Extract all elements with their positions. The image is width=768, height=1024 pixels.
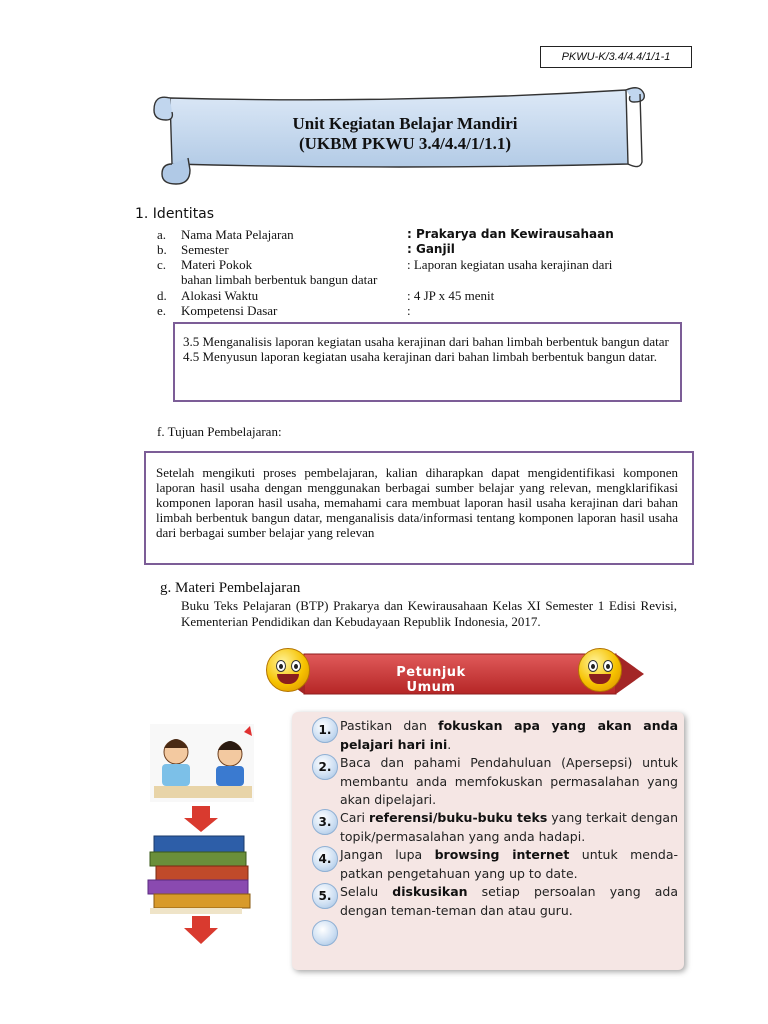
row-value: : <box>407 303 411 318</box>
petunjuk-item-2 <box>340 754 678 810</box>
row-value: : Laporan kegiatan usaha kerajinan dari <box>407 257 613 272</box>
row-key: c. <box>157 257 167 272</box>
row-label: Semester <box>181 242 229 257</box>
row-key: e. <box>157 303 167 318</box>
title-block <box>190 114 620 154</box>
list-bullet-empty <box>312 920 338 946</box>
item-text-post: . <box>447 736 452 752</box>
item-text-pre: Cari <box>340 810 369 825</box>
title-line-2: (UKBM PKWU 3.4/4.4/1/1.1) <box>298 134 511 153</box>
row-label: Kompetensi Dasar <box>181 303 278 318</box>
row-value-continued: bahan limbah berbentuk bangun datar <box>181 272 378 287</box>
petunjuk-title: Petunjuk Umum <box>396 665 466 695</box>
item-text-post: yang terkait dengan topik/permasalahan yang anda hadapi. <box>340 810 679 844</box>
row-value: : 4 JP x 45 menit <box>407 288 495 303</box>
smiley-right-icon <box>578 648 622 692</box>
row-key: d. <box>157 288 167 303</box>
item-text-post: untuk menda-patkan pengetahuan yang up to date. <box>340 847 678 881</box>
tujuan-box <box>144 451 694 565</box>
materi-text: Buku Teks Pelajaran (BTP) Prakarya dan Kewirausahaan Kelas XI Semester 1 Edisi Revisi, Kementerian Pendidikan dan Kebudayaan Republik Indonesia, 2017. <box>181 598 677 629</box>
row-key: b. <box>157 242 167 257</box>
document-code: PKWU-K/3.4/4.4/1/1-1 <box>540 46 692 68</box>
item-text-pre: Baca dan pahami Pendahuluan (Apersepsi) untuk membantu anda memfokuskan permasalahan yang akan dipelajari. <box>340 755 678 807</box>
tujuan-label: f. Tujuan Pembelajaran: <box>157 424 282 439</box>
section-heading-identitas: 1. Identitas <box>135 206 215 222</box>
petunjuk-item-1 <box>340 717 678 754</box>
row-key: a. <box>157 227 167 242</box>
item-text-bold: fokuskan apa yang akan anda pelajari hari ini <box>340 718 679 752</box>
item-text-pre: Selalu <box>340 884 393 899</box>
list-number-1: 1. <box>312 717 338 743</box>
row-label: Nama Mata Pelajaran <box>181 227 294 242</box>
petunjuk-item-5 <box>340 883 678 920</box>
tujuan-text: Setelah mengikuti proses pembelajaran, kalian diharapkan dapat mengidentifikasi komponen laporan hasil usaha dengan menggunakan berbagai sumber belajar yang relevan, mengklarifikasi komponen laporan hasil usaha, memahami cara membuat laporan hasil usaha kerajinan dari bahan limbah berbentuk bangun datar, menganalisis data/informasi tentang komponen laporan hasil usaha dari berbagai sumber belajar yang relevan <box>156 465 678 540</box>
kd-4-5: 4.5 Menyusun laporan kegiatan usaha kerajinan dari bahan limbah berbentuk bangun datar. <box>183 349 657 364</box>
item-text-bold: referensi/buku-buku teks <box>369 810 548 825</box>
materi-label: g. Materi Pembelajaran <box>160 580 301 596</box>
list-number-2: 2. <box>312 754 338 780</box>
list-number-5: 5. <box>312 883 338 909</box>
item-text-post: setiap persoalan yang ada dengan teman-teman dan atau guru. <box>340 884 678 918</box>
title-line-1: Unit Kegiatan Belajar Mandiri <box>292 114 518 133</box>
row-value: : Ganjil <box>407 242 455 256</box>
list-number-3: 3. <box>312 809 338 835</box>
petunjuk-item-4 <box>340 846 678 883</box>
item-text-bold: browsing internet <box>434 847 570 862</box>
row-label: Alokasi Waktu <box>181 288 259 303</box>
item-text-bold: diskusikan <box>392 884 468 899</box>
row-value: : Prakarya dan Kewirausahaan <box>407 227 614 241</box>
item-text-pre: Jangan lupa <box>340 847 435 862</box>
smiley-left-icon <box>266 648 310 692</box>
item-text-pre: Pastikan dan <box>340 718 439 733</box>
petunjuk-item-3 <box>340 809 678 846</box>
kompetensi-dasar-box <box>173 322 682 402</box>
row-label: Materi Pokok <box>181 257 253 272</box>
study-illustration <box>146 722 264 950</box>
kd-3-5: 3.5 Menganalisis laporan kegiatan usaha kerajinan dari bahan limbah berbentuk bangun datar <box>183 334 669 349</box>
list-number-4: 4. <box>312 846 338 872</box>
